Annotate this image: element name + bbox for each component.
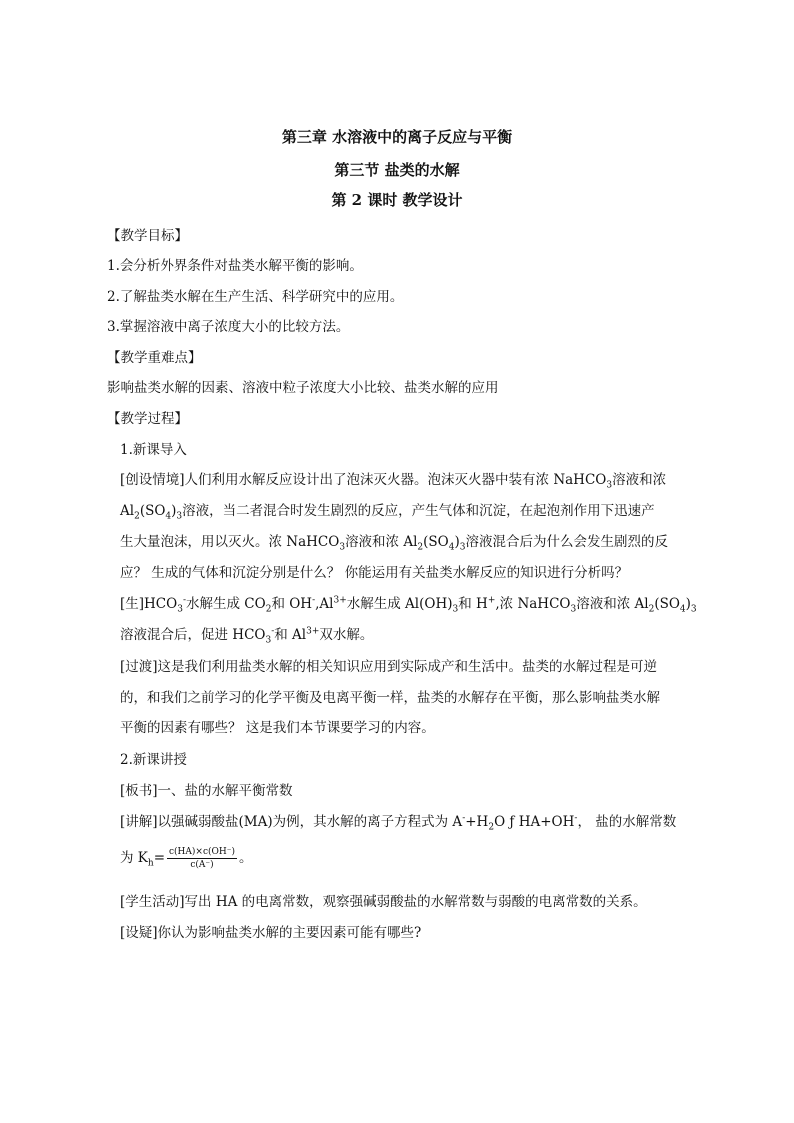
- hydrolysis-constant-fraction: [167, 846, 237, 871]
- fraction-numerator: c(HA)×c(OH⁻): [169, 847, 235, 857]
- lesson-title: 第 2 课时 教学设计: [331, 191, 463, 209]
- scenario-line-4: 应？ 生成的气体和沉淀分别是什么？ 你能运用有关盐类水解反应的知识进行分析吗？: [120, 565, 629, 581]
- step-1-heading: 1.新课导入: [120, 442, 187, 458]
- student-activity: [学生活动]写出 HA 的电离常数，观察强碱弱酸盐的水解常数与弱酸的电离常数的关系。: [120, 894, 647, 910]
- step-2-heading: 2.新课讲授: [120, 752, 187, 768]
- fraction-denominator: c(A⁻): [190, 860, 214, 870]
- student-answer-line-1: [生]$HCO_3^-$水解生成 $CO_2$和 $OH^-,Al^{3+}$水解生成 $Al(OH)_3$和 H+,浓 NaHCO$_3$溶液和浓 $Al_2(SO_4)_3$: [120, 595, 697, 615]
- board-note: [板书]一、盐的水解平衡常数: [120, 783, 293, 799]
- question-prompt: [设疑]你认为影响盐类水解的主要因素可能有哪些?: [120, 925, 422, 941]
- objectives-heading: 【教学目标】: [107, 228, 188, 244]
- transition-line-3: 平衡的因素有哪些？ 这是我们本节课要学习的内容。: [120, 720, 435, 736]
- student-answer-line-2: 溶液混合后，促进 $HCO_3^-$和 $Al^{3+}$双水解。: [120, 626, 374, 646]
- process-heading: 【教学过程】: [107, 411, 188, 427]
- scenario-line-2: $Al_2(SO_4)_3$溶液，当二者混合时发生剧烈的反应，产生气体和沉淀，在起泡剂作用下迅速产: [120, 503, 655, 522]
- scenario-line-3: 生大量泡沫，用以灭火。浓 NaHCO$_3$溶液和浓 $Al_2(SO_4)_3$溶液混合后为什么会发生剧烈的反: [120, 534, 668, 553]
- section-title: 第三节 盐类的水解: [334, 161, 460, 179]
- explanation-line-2: 为 $K_h=$ $\frac{c(HA)\times c(OH^-)}{c(A^-)}$ 。: [120, 847, 253, 870]
- explanation-line-1: [讲解]以强碱弱酸盐(MA)为例，其水解的离子方程式为 $A^-+H_2O$ ƒ HA+OH-， 盐的水解常数: [120, 813, 677, 833]
- transition-line-2: 的，和我们之前学习的化学平衡及电离平衡一样，盐类的水解存在平衡，那么影响盐类水解: [120, 690, 660, 706]
- key-points-text: 影响盐类水解的因素、溶液中粒子浓度大小比较、盐类水解的应用: [107, 380, 499, 396]
- scenario-line-1: [创设情境]人们利用水解反应设计出了泡沫灭火器。泡沫灭火器中装有浓 NaHCO$_3$溶液和浓: [120, 472, 667, 491]
- chapter-title: 第三章 水溶液中的离子反应与平衡: [281, 128, 513, 146]
- transition-line-1: [过渡]这是我们利用盐类水解的相关知识应用到实际成产和生活中。盐类的水解过程是可逆: [120, 659, 658, 675]
- objective-item-1: 1.会分析外界条件对盐类水解平衡的影响。: [107, 258, 363, 274]
- key-points-heading: 【教学重难点】: [107, 350, 202, 366]
- objective-item-2: 2.了解盐类水解在生产生活、科学研究中的应用。: [107, 289, 404, 305]
- objective-item-3: 3.掌握溶液中离子浓度大小的比较方法。: [107, 319, 350, 335]
